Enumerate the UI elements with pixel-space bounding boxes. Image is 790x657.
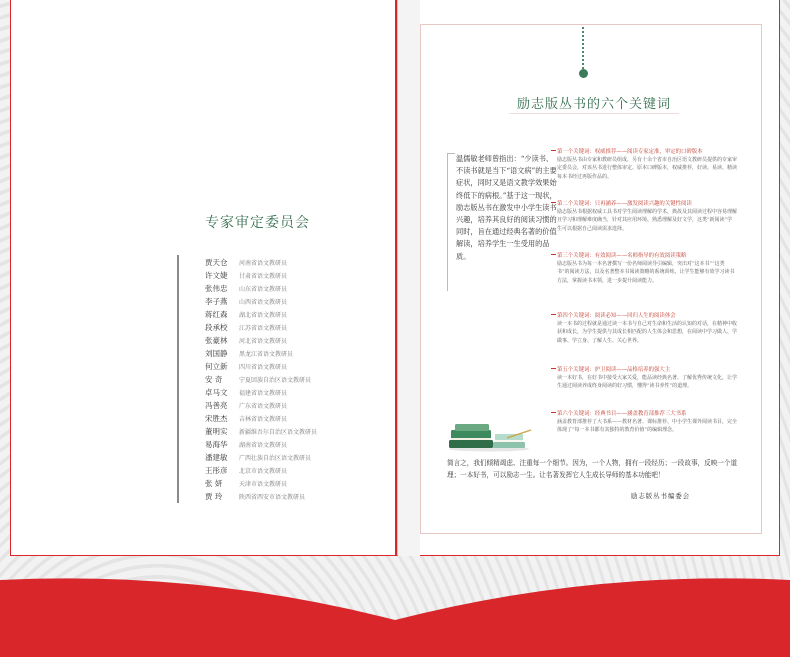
keyword-marker — [551, 412, 556, 413]
member-role: 江苏省语文教研员 — [239, 325, 288, 332]
keyword-item — [557, 148, 737, 181]
member-role: 吉林省语文教研员 — [239, 416, 288, 423]
keyword-marker — [551, 150, 556, 151]
member-row — [205, 465, 287, 478]
member-row — [205, 361, 287, 374]
red-wave-decoration — [0, 560, 790, 657]
member-name: 安 奇 — [205, 375, 223, 384]
member-role: 湖北省语文教研员 — [239, 312, 288, 319]
member-role: 新疆维吾尔自治区语文教研员 — [239, 429, 318, 436]
member-row — [205, 426, 317, 439]
member-role: 广西壮族自治区语文教研员 — [239, 455, 312, 462]
member-name: 何立新 — [205, 362, 228, 371]
keyword-marker — [551, 314, 556, 315]
member-name: 张豪林 — [205, 336, 228, 345]
closing-paragraph: 简言之，我们倾精竭虑、注重每一个细节。因为，一个人物，拥有一段经历；一段故事，反映一个道理；一本好书，可以励志一生。让名著发挥它人生成长导师的基本功能吧！ — [447, 459, 738, 479]
keyword-marker — [551, 202, 556, 203]
content-frame — [420, 24, 762, 534]
keyword-marker — [551, 368, 556, 369]
keyword-body: 读一本好书，在好书中接受大家关爱，能品读经典名著、了解优秀传统文化，让学生通过阅读养成终身阅读的好习惯，懂得“读书养性”的道理。 — [557, 375, 738, 390]
keyword-heading: 第四个关键词：阅读必知——回归人生的阅读体会 — [557, 313, 676, 319]
member-name: 贾 玲 — [205, 492, 223, 501]
keyword-marker — [551, 254, 556, 255]
member-role: 湖南省语文教研员 — [239, 442, 288, 449]
member-name: 董明实 — [205, 427, 228, 436]
member-role: 甘肃省语文教研员 — [239, 273, 288, 280]
keyword-item — [557, 200, 737, 233]
member-row — [205, 270, 287, 283]
member-role: 广东省语文教研员 — [239, 403, 288, 410]
member-row — [205, 257, 287, 270]
member-row — [205, 283, 287, 296]
quote-text: 温儒敏老师曾指出：“少读书、不读书就是当下“语文病”的主要症状，同时又是语文教学效果始终低下的病根。”基于这一现状，励志版丛书在激发中小学生读书兴趣，培养其良好的阅读习惯的同时，旨在通过经典名著的价值解读，培养学生一生受用的品质。 — [456, 154, 557, 261]
member-role: 四川省语文教研员 — [239, 364, 288, 371]
member-name: 王彤彦 — [205, 466, 228, 475]
member-role: 福建省语文教研员 — [239, 390, 288, 397]
member-role: 天津市语文教研员 — [239, 481, 288, 488]
member-role: 山东省语文教研员 — [239, 286, 288, 293]
keyword-item — [557, 410, 737, 435]
keyword-body: 涵盖教育部推荐了大书系——教材名著、课标推荐、中小学生课外阅读书目，完全体现了“每一本书都有其独特的教育价值”的编辑理念。 — [557, 419, 738, 434]
committee-title: 专家审定委员会 — [205, 215, 310, 231]
member-name: 冯善亮 — [205, 401, 228, 410]
left-page — [10, 0, 395, 556]
keyword-heading: 第一个关键词：权威推荐——阅读专家定准，审定的口碑版本 — [557, 149, 703, 155]
member-name: 潘建敏 — [205, 453, 228, 462]
keyword-body: 励志版丛书根据权威工具书对学生阅读理解的学术，典故及其阅读过程中容易理解且学习和理解难度确当，针对其应用环境、熟悉理解及好文学，这类“新阅读”学生可以根据自己阅读需求选择。 — [557, 209, 738, 232]
member-row — [205, 387, 287, 400]
member-row — [205, 309, 287, 322]
keywords-title: 励志版丛书的六个关键词 — [516, 97, 671, 112]
member-name: 卓马文 — [205, 388, 228, 397]
member-name: 许文婕 — [205, 271, 228, 280]
member-row — [205, 478, 287, 491]
member-name: 贾天仓 — [205, 258, 228, 267]
member-role: 宁夏回族自治区语文教研员 — [239, 377, 312, 384]
keyword-body: 励志版丛书由专家和教研员组成，另有十余个省市自治区语文教研员提供的专家审定委员会，对该丛书进行整体审定、原本口碑版本，权威推荐，好读、易读、精读每本书经过再版作品的。 — [557, 157, 738, 180]
member-role: 北京市语文教研员 — [239, 468, 288, 475]
committee-list — [177, 255, 318, 503]
keyword-body: 读一本书的过程就是通过读一本书与自己对生命和生活的认知的对话，在精神中收获和成长，为学生提供与其成长相匹配的人生体会和思想，在阅读中学习做人、学做事、学立身、了解人生、关心世界。 — [557, 321, 738, 344]
member-row — [205, 491, 305, 504]
keyword-heading: 第三个关键词：有效阅读——名师指导的有效阅读策略 — [557, 253, 687, 259]
keyword-item — [557, 312, 737, 345]
title-underline — [509, 113, 679, 114]
member-name: 段承校 — [205, 323, 228, 332]
member-role: 河南省语文教研员 — [239, 260, 288, 267]
member-name: 刘国静 — [205, 349, 228, 358]
gutter-shade — [398, 0, 420, 556]
member-row — [205, 400, 287, 413]
member-role: 黑龙江省语文教研员 — [239, 351, 294, 358]
keyword-body: 励志版丛书为每一本名著撰写一份名师阅读导引编辑，突出对“这本书”“这类书”的阅读方法，以及名著整本书阅读策略的系统训练，让学生能够有效学习读书方法，掌握读书本领，进一步提升阅读能力。 — [557, 261, 735, 284]
member-role: 陕西省西安市语文教研员 — [239, 494, 306, 501]
member-row — [205, 413, 287, 426]
keyword-heading: 第六个关键词：经典书目——涵盖教育部推荐三大书系 — [557, 411, 687, 417]
member-row — [205, 439, 287, 452]
editorial-signature: 励志版丛书编委会 — [631, 492, 691, 500]
dotted-connector — [582, 27, 584, 69]
keyword-item — [557, 366, 737, 391]
member-name: 李子燕 — [205, 297, 228, 306]
member-role: 河北省语文教研员 — [239, 338, 288, 345]
member-name: 易海华 — [205, 440, 228, 449]
member-role: 山西省语文教研员 — [239, 299, 288, 306]
member-row — [205, 374, 311, 387]
member-name: 张 妍 — [205, 479, 223, 488]
books-illustration-icon — [447, 416, 537, 452]
keyword-item — [557, 252, 737, 285]
green-dot-icon — [579, 69, 588, 78]
member-name: 张伟忠 — [205, 284, 228, 293]
right-page — [397, 0, 780, 556]
quote-box — [447, 153, 558, 291]
keyword-heading: 第二个关键词：只再涵养——激发阅读兴趣的关键性阅读 — [557, 201, 692, 207]
member-row — [205, 348, 293, 361]
member-row — [205, 452, 311, 465]
member-name: 宋胜杰 — [205, 414, 228, 423]
member-row — [205, 335, 287, 348]
keyword-heading: 第五个关键词：护卫阅读——品格培养的强大主 — [557, 367, 671, 373]
member-row — [205, 322, 287, 335]
member-row — [205, 296, 287, 309]
member-name: 蒋红森 — [205, 310, 228, 319]
